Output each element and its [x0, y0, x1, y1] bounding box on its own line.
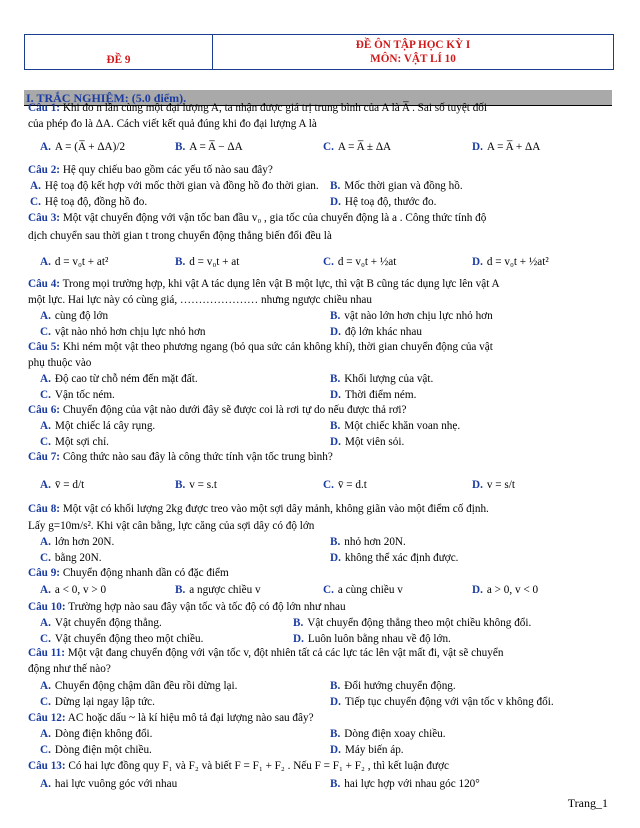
- option-text: a cùng chiều v: [337, 584, 403, 596]
- header-box: [24, 34, 614, 70]
- exam-subject: MÔN: VẬT LÍ 10: [370, 53, 456, 65]
- option-text: d = v₀t + at²: [54, 256, 109, 268]
- question-number: Câu 7:: [28, 451, 61, 463]
- question-line: [28, 278, 500, 290]
- option-text: v̄ = d.t: [337, 479, 367, 491]
- answer-option[interactable]: [40, 633, 203, 645]
- answer-option[interactable]: [40, 696, 155, 708]
- option-text: Độ cao từ chỗ ném đến mặt đất.: [54, 373, 198, 385]
- question-line: [28, 230, 332, 242]
- question-text: Một vật đang chuyển động với vận tốc v, đột nhiên tất cả các lực tác lên vật mất đi, vật sẽ chuyển: [65, 647, 504, 659]
- question-line: [28, 294, 372, 306]
- question-text: một lực. Hai lực này có cùng giá, ………………… nhưng ngược chiều nhau: [28, 294, 372, 306]
- option-letter: B.: [175, 479, 186, 491]
- answer-option[interactable]: [330, 326, 422, 338]
- option-letter: C.: [40, 326, 51, 338]
- option-letter: B.: [330, 373, 341, 385]
- question-line: [28, 404, 407, 416]
- answer-option[interactable]: [175, 256, 239, 268]
- question-number: Câu 2:: [28, 164, 61, 176]
- option-text: không thể xác định được.: [344, 552, 459, 564]
- option-text: nhỏ hơn 20N.: [344, 536, 406, 548]
- option-letter: A.: [40, 778, 51, 790]
- question-number: Câu 13:: [28, 760, 66, 772]
- answer-option[interactable]: [330, 728, 446, 740]
- exam-code-cell: [25, 35, 213, 69]
- option-text: Đổi hướng chuyển động.: [344, 680, 456, 692]
- question-number: Câu 9:: [28, 567, 61, 579]
- question-line: [28, 212, 486, 224]
- option-letter: B.: [330, 778, 341, 790]
- option-text: Vật chuyển động thẳng.: [54, 617, 162, 629]
- option-letter: A.: [40, 373, 51, 385]
- question-text: Trường hợp nào sau đây vận tốc và tốc độ có độ lớn như nhau: [65, 601, 346, 613]
- option-text: Một viên sỏi.: [344, 436, 405, 448]
- answer-option[interactable]: [30, 180, 319, 192]
- option-text: Vận tốc ném.: [54, 389, 115, 401]
- option-letter: D.: [330, 389, 341, 401]
- option-letter: D.: [472, 141, 483, 153]
- answer-option[interactable]: [30, 196, 147, 208]
- answer-option[interactable]: [472, 479, 515, 491]
- question-number: Câu 10:: [28, 601, 66, 613]
- answer-option[interactable]: [330, 696, 554, 708]
- question-text: Hệ quy chiếu bao gồm các yếu tố nào sau đây?: [60, 164, 273, 176]
- option-text: A = (A̅ + ΔA)/2: [54, 141, 126, 153]
- option-letter: D.: [472, 256, 483, 268]
- option-text: lớn hơn 20N.: [54, 536, 115, 548]
- option-text: Hệ toạ độ, đồng hồ đo.: [44, 196, 148, 208]
- option-text: a ngược chiều v: [189, 584, 261, 596]
- option-text: a > 0, v < 0: [486, 584, 539, 596]
- answer-option[interactable]: [323, 584, 403, 596]
- option-text: d = v₀t + ½at: [337, 256, 397, 268]
- answer-option[interactable]: [330, 744, 404, 756]
- answer-option[interactable]: [323, 479, 367, 491]
- option-text: Vật chuyển động thẳng theo một chiều không đổi.: [307, 617, 532, 629]
- question-text: phụ thuộc vào: [28, 357, 92, 369]
- answer-option[interactable]: [330, 420, 460, 432]
- answer-option[interactable]: [330, 373, 433, 385]
- option-text: Khối lượng của vật.: [344, 373, 434, 385]
- answer-option[interactable]: [472, 141, 540, 153]
- answer-option[interactable]: [40, 389, 115, 401]
- option-text: Dòng điện không đổi.: [54, 728, 153, 740]
- option-text: Một chiếc lá cây rụng.: [54, 420, 156, 432]
- question-number: Câu 8:: [28, 503, 61, 515]
- option-letter: D.: [472, 479, 483, 491]
- answer-option[interactable]: [293, 633, 451, 645]
- exam-title-cell: [213, 35, 613, 69]
- question-line: [28, 451, 333, 463]
- option-letter: D.: [330, 196, 341, 208]
- answer-option[interactable]: [40, 373, 198, 385]
- question-line: [28, 357, 91, 369]
- option-text: A = A̅ + ΔA: [486, 141, 541, 153]
- answer-option[interactable]: [330, 310, 493, 322]
- answer-option[interactable]: [40, 584, 106, 596]
- option-letter: C.: [40, 389, 51, 401]
- option-letter: B.: [330, 310, 341, 322]
- question-number: Câu 1:: [28, 102, 61, 114]
- option-letter: C.: [40, 696, 51, 708]
- option-text: Một sợi chỉ.: [54, 436, 109, 448]
- option-letter: C.: [323, 584, 334, 596]
- question-line: [28, 341, 493, 353]
- option-letter: C.: [40, 744, 51, 756]
- option-text: Hệ toạ độ, thước đo.: [344, 196, 437, 208]
- option-text: Máy biến áp.: [344, 744, 404, 756]
- answer-option[interactable]: [40, 536, 114, 548]
- option-letter: B.: [293, 617, 304, 629]
- option-text: Hệ toạ độ kết hợp với mốc thời gian và đồng hồ đo thời gian.: [44, 180, 319, 192]
- option-text: v = s/t: [486, 479, 515, 491]
- option-letter: A.: [40, 536, 51, 548]
- option-text: vật nào nhỏ hơn chịu lực nhỏ hơn: [54, 326, 206, 338]
- option-letter: C.: [323, 256, 334, 268]
- question-line: [28, 102, 487, 114]
- answer-option[interactable]: [40, 326, 205, 338]
- option-letter: B.: [175, 256, 186, 268]
- option-letter: A.: [40, 617, 51, 629]
- question-line: [28, 760, 449, 772]
- option-text: Một chiếc khăn voan nhẹ.: [344, 420, 461, 432]
- question-text: dịch chuyển sau thời gian t trong chuyển động thẳng biến đổi đều là: [28, 230, 332, 242]
- option-text: Dòng điện xoay chiều.: [344, 728, 446, 740]
- exam-title: ĐỀ ÔN TẬP HỌC KỲ I: [355, 39, 471, 51]
- option-text: hai lực vuông góc với nhau: [54, 778, 178, 790]
- option-letter: C.: [40, 552, 51, 564]
- answer-option[interactable]: [330, 196, 436, 208]
- option-text: Dừng lại ngay lập tức.: [54, 696, 155, 708]
- option-text: A = A̅ ± ΔA: [337, 141, 392, 153]
- option-text: Tiếp tục chuyển động với vận tốc v không đổi.: [344, 696, 554, 708]
- option-text: Luôn luôn bằng nhau về độ lớn.: [307, 633, 451, 645]
- answer-option[interactable]: [323, 256, 396, 268]
- answer-option[interactable]: [323, 141, 391, 153]
- answer-option[interactable]: [175, 584, 261, 596]
- option-letter: C.: [323, 141, 334, 153]
- option-letter: D.: [330, 696, 341, 708]
- question-line: [28, 164, 273, 176]
- question-text: động như thế nào?: [28, 663, 111, 675]
- option-letter: B.: [175, 141, 186, 153]
- question-text: Chuyển động nhanh dần có đặc điểm: [60, 567, 229, 579]
- option-text: độ lớn khác nhau: [344, 326, 422, 338]
- option-letter: A.: [40, 141, 51, 153]
- question-line: [28, 601, 346, 613]
- question-text: Lấy g=10m/s². Khi vật cân bằng, lực căng của sợi dây có độ lớn: [28, 520, 315, 532]
- option-text: d = v₀t + at: [189, 256, 240, 268]
- question-text: AC hoặc dấu ~ là kí hiệu mô tả đại lượng nào sau đây?: [65, 712, 314, 724]
- option-letter: A.: [40, 728, 51, 740]
- answer-option[interactable]: [40, 256, 108, 268]
- answer-option[interactable]: [330, 536, 406, 548]
- question-line: [28, 567, 229, 579]
- question-number: Câu 11:: [28, 647, 65, 659]
- answer-option[interactable]: [472, 584, 538, 596]
- answer-option[interactable]: [330, 389, 416, 401]
- option-text: cùng độ lớn: [54, 310, 109, 322]
- option-text: Chuyển động chậm dần đều rồi dừng lại.: [54, 680, 238, 692]
- question-text: của phép đo là ΔA. Cách viết kết quả đúng khi đo đại lượng A là: [28, 118, 317, 130]
- option-text: a < 0, v > 0: [54, 584, 107, 596]
- answer-option[interactable]: [175, 479, 217, 491]
- option-letter: D.: [330, 326, 341, 338]
- question-number: Câu 4:: [28, 278, 61, 290]
- option-letter: B.: [330, 680, 341, 692]
- option-letter: C.: [323, 479, 334, 491]
- answer-option[interactable]: [40, 420, 155, 432]
- option-text: bằng 20N.: [54, 552, 102, 564]
- option-letter: A.: [40, 310, 51, 322]
- question-line: [28, 520, 314, 532]
- exam-code: ĐỀ 9: [106, 54, 131, 66]
- answer-option[interactable]: [330, 680, 456, 692]
- question-number: Câu 5:: [28, 341, 61, 353]
- question-number: Câu 12:: [28, 712, 66, 724]
- answer-option[interactable]: [472, 256, 549, 268]
- option-letter: D.: [293, 633, 304, 645]
- option-text: Vật chuyển động theo một chiều.: [54, 633, 204, 645]
- question-number: Câu 6:: [28, 404, 61, 416]
- answer-option[interactable]: [330, 180, 463, 192]
- option-letter: B.: [330, 728, 341, 740]
- question-line: [28, 647, 503, 659]
- option-letter: D.: [472, 584, 483, 596]
- answer-option[interactable]: [40, 680, 237, 692]
- option-letter: B.: [330, 420, 341, 432]
- question-line: [28, 503, 489, 515]
- answer-option[interactable]: [40, 617, 162, 629]
- question-line: [28, 663, 111, 675]
- answer-option[interactable]: [40, 778, 177, 790]
- option-letter: C.: [40, 633, 51, 645]
- question-text: Có hai lực đồng quy F₁ và F₂ và biết F = F₁ + F₂ . Nếu F = F₁ + F₂ , thì kết luận được: [65, 760, 449, 772]
- answer-option[interactable]: [40, 552, 102, 564]
- option-letter: A.: [40, 680, 51, 692]
- question-line: [28, 712, 314, 724]
- option-text: Dòng điện một chiều.: [54, 744, 152, 756]
- option-text: d = v₀t + ½at²: [486, 256, 549, 268]
- question-text: Một vật có khối lượng 2kg được treo vào một sợi dây mảnh, không giãn vào một điểm cố định.: [60, 503, 489, 515]
- answer-option[interactable]: [330, 552, 458, 564]
- answer-option[interactable]: [40, 310, 108, 322]
- option-letter: B.: [175, 584, 186, 596]
- option-letter: D.: [330, 744, 341, 756]
- question-text: Công thức nào sau đây là công thức tính vận tốc trung bình?: [60, 451, 333, 463]
- option-letter: B.: [330, 536, 341, 548]
- option-letter: C.: [30, 196, 41, 208]
- answer-option[interactable]: [40, 479, 84, 491]
- question-number: Câu 3:: [28, 212, 61, 224]
- option-text: Thời điểm ném.: [344, 389, 417, 401]
- option-letter: A.: [30, 180, 41, 192]
- option-text: Mốc thời gian và đồng hồ.: [344, 180, 463, 192]
- question-line: [28, 118, 317, 130]
- option-letter: D.: [330, 436, 341, 448]
- option-letter: A.: [40, 479, 51, 491]
- section-heading: I. TRẮC NGHIỆM: (5.0 điểm).: [26, 91, 187, 105]
- question-text: Một vật chuyển động với vận tốc ban đầu v₀ , gia tốc của chuyển động là a . Công thức tính độ: [60, 212, 487, 224]
- option-letter: A.: [40, 420, 51, 432]
- answer-option[interactable]: [330, 436, 404, 448]
- answer-option[interactable]: [330, 778, 480, 790]
- answer-option[interactable]: [40, 744, 152, 756]
- option-text: v̄ = d/t: [54, 479, 85, 491]
- question-text: Khi ném một vật theo phương ngang (bỏ qua sức cản không khí), thời gian chuyển động của vật: [60, 341, 493, 353]
- answer-option[interactable]: [293, 617, 531, 629]
- question-text: Khi đo n lần cùng một đại lượng A, ta nhận được giá trị trung bình của A là A̅ . Sai số tuyệt đối: [60, 102, 487, 114]
- option-text: A = A̅ − ΔA: [189, 141, 243, 153]
- page-footer: Trang_1: [567, 796, 608, 810]
- option-text: vật nào lớn hơn chịu lực nhỏ hơn: [344, 310, 493, 322]
- option-letter: B.: [330, 180, 341, 192]
- question-text: Chuyển động của vật nào dưới đây sẽ được coi là rơi tự do nếu được thả rơi?: [60, 404, 407, 416]
- option-letter: D.: [330, 552, 341, 564]
- answer-option[interactable]: [40, 436, 109, 448]
- option-text: hai lực hợp với nhau góc 120°: [344, 778, 480, 790]
- option-letter: A.: [40, 256, 51, 268]
- option-letter: A.: [40, 584, 51, 596]
- answer-option[interactable]: [175, 141, 243, 153]
- option-letter: C.: [40, 436, 51, 448]
- option-text: v = s.t: [189, 479, 218, 491]
- question-text: Trong mọi trường hợp, khi vật A tác dụng lên vật B một lực, thì vật B cũng tác dụng lực lên vật A: [60, 278, 500, 290]
- answer-option[interactable]: [40, 728, 152, 740]
- answer-option[interactable]: [40, 141, 125, 153]
